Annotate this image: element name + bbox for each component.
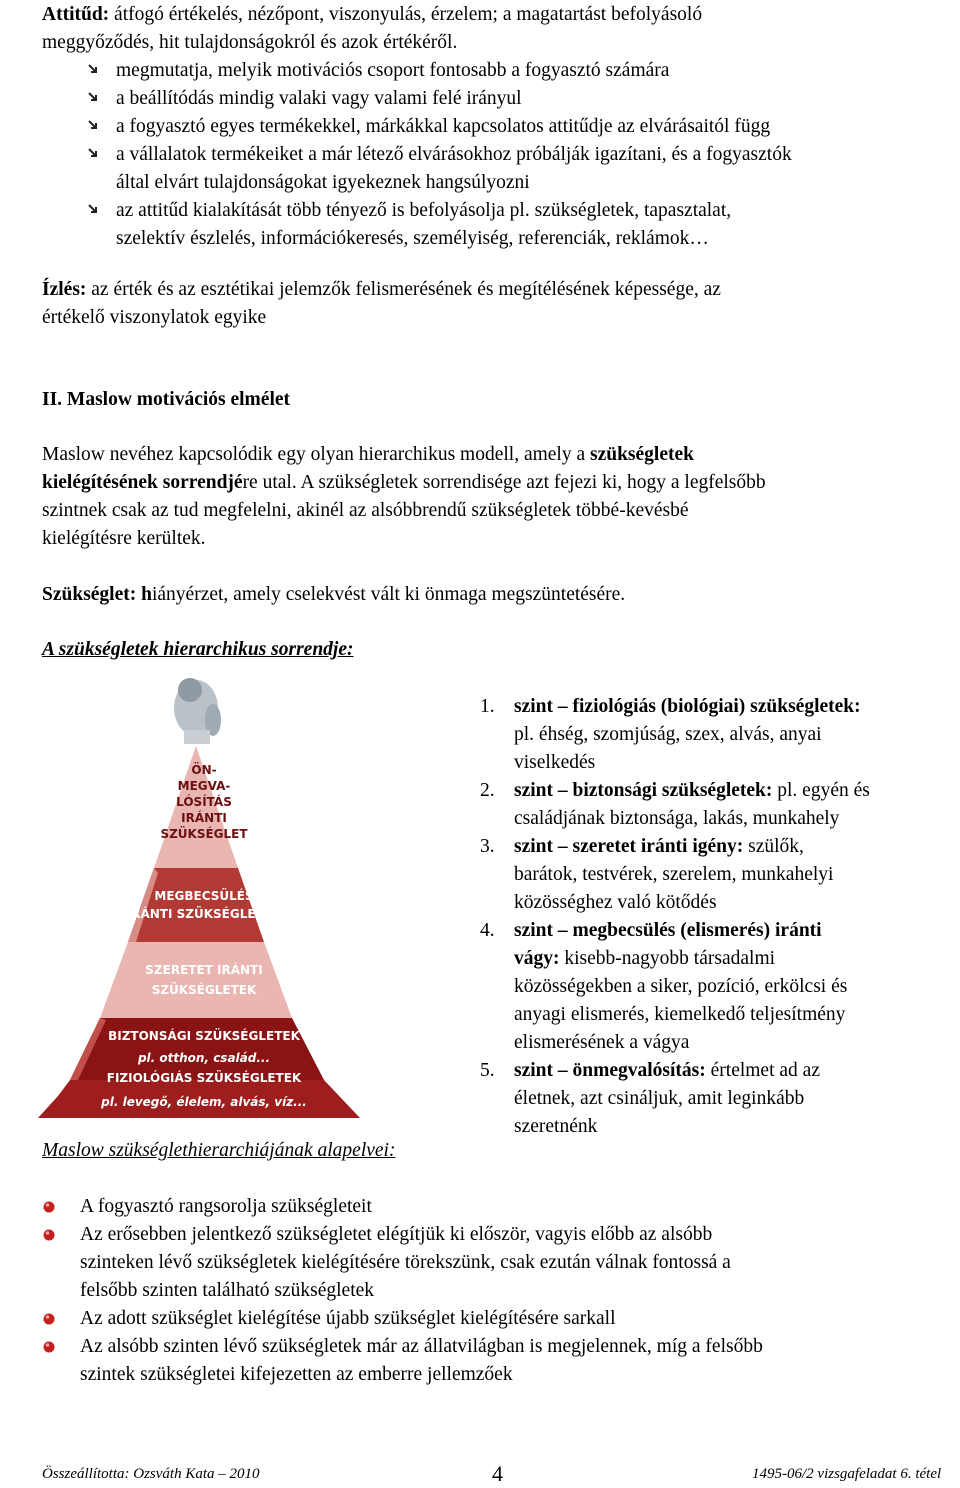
needs-level-item: [480, 1057, 950, 1141]
level-description-line: közösségekben a siker, pozíció, erkölcsi és: [514, 976, 848, 997]
maslow-pyramid: [8, 668, 378, 1124]
level-second-line: [514, 945, 950, 973]
principle-line: Az alsóbb szinten lévő szükségletek már az állatvilágban is megjelennek, míg a felsőbb: [80, 1336, 763, 1357]
level-description-line: közösséghez való kötődés: [514, 892, 717, 913]
attitud-bullet-line: által elvárt tulajdonságokat igyekeznek hangsúlyozni: [116, 172, 530, 193]
level-number: 3.: [480, 836, 495, 857]
arrow-down-right-icon: [86, 63, 100, 77]
pyramid-level-4: [128, 868, 264, 942]
maslow-intro-l2b: re utal. A szükségletek sorrendisége azt fejezi ki, hogy a legfelsőbb: [242, 472, 766, 493]
pyramid-label: IRÁNTI SZÜKSÉGLETEK: [126, 907, 282, 921]
attitud-bullet-line: szelektív észlelés, információkeresés, személyiség, referenciák, reklámok…: [116, 228, 709, 249]
principle-line: Az adott szükséglet kielégítése újabb szükséglet kielégítésére sarkall: [80, 1308, 616, 1329]
red-dot-bullet-icon: [42, 1228, 56, 1242]
needs-level-item: [480, 693, 950, 777]
izles-definition-line2: értékelő viszonylatok egyike: [42, 307, 267, 328]
level-first-line: [514, 917, 950, 945]
needs-level-item: [480, 833, 950, 917]
pyramid-label: SZÜKSÉGLETEK: [151, 983, 257, 997]
pyramid-label: ÖN-: [191, 763, 217, 777]
izles-definition-line1: az érték és az esztétikai jelemzők felismerésének és megítélésének képessége, az: [86, 279, 721, 300]
level-description-line: viselkedés: [514, 752, 596, 773]
attitud-definition: [42, 1, 922, 57]
level-description-line: anyagi elismerés, kiemelkedő teljesítmény: [514, 1004, 846, 1025]
needs-level-item: [480, 917, 950, 1057]
szukseglet-term: Szükséglet: h: [42, 584, 152, 605]
footer-exam-ref: 1495-06/2 vizsgafeladat 6. tétel: [752, 1466, 942, 1482]
pyramid-label: LÓSÍTÁS: [176, 795, 232, 809]
level-first-line: [514, 777, 950, 805]
level-number: 1.: [480, 696, 495, 717]
attitud-bullet-line: a fogyasztó egyes termékekkel, márkákkal kapcsolatos attitűdje az elvárásaitól függ: [116, 116, 771, 137]
arrow-down-right-icon: [86, 203, 100, 217]
izles-definition: [42, 276, 922, 332]
maslow-intro-l3: szintnek csak az tud megfelelni, akinél az alsóbbrendű szükségletek többé-kevésbé: [42, 500, 689, 521]
level-description: pl. egyén és: [772, 780, 870, 801]
level-first-line: [514, 1057, 950, 1085]
pyramid-label: IRÁNTI: [181, 811, 227, 825]
level-description-line: életnek, azt csináljuk, amit leginkább: [514, 1088, 805, 1109]
level-first-line: [514, 833, 950, 861]
level-title-cont: vágy:: [514, 948, 560, 969]
hierarchy-heading: A szükségletek hierarchikus sorrendje:: [42, 639, 354, 660]
pyramid-label: SZERETET IRÁNTI: [145, 963, 263, 977]
level-description: értelmet ad az: [705, 1060, 820, 1081]
maslow-intro: [42, 441, 922, 553]
principles-heading: Maslow szükséglethierarchiájának alapelvei:: [42, 1140, 396, 1161]
level-title: szint – fiziológiás (biológiai) szükségletek:: [514, 696, 861, 717]
principle-line: Az erősebben jelentkező szükségletet elégítjük ki először, vagyis előbb az alsóbb: [80, 1224, 713, 1245]
pyramid-label: FIZIOLÓGIÁS SZÜKSÉGLETEK: [106, 1071, 302, 1085]
footer-author: Összeállította: Ozsváth Kata – 2010: [42, 1466, 260, 1482]
thinker-figure-icon: [174, 678, 221, 744]
red-dot-bullet-icon: [42, 1200, 56, 1214]
level-number: 4.: [480, 920, 495, 941]
principle-item: [80, 1193, 900, 1221]
szukseglet-text: iányérzet, amely cselekvést vált ki önmaga megszüntetésére.: [151, 584, 626, 605]
principle-item: [80, 1305, 900, 1333]
attitud-term: Attitűd:: [42, 4, 110, 25]
level-first-line: [514, 693, 950, 721]
level-description-line: elismerésének a vágya: [514, 1032, 690, 1053]
level-description: szülők,: [743, 836, 804, 857]
izles-term: Ízlés:: [42, 279, 87, 300]
level-description: kisebb-nagyobb társadalmi: [559, 948, 776, 969]
level-title: szint – szeretet iránti igény:: [514, 836, 744, 857]
principle-item: [80, 1333, 900, 1389]
level-number: 5.: [480, 1060, 495, 1081]
level-title: szint – biztonsági szükségletek:: [514, 780, 773, 801]
attitud-bullet-line: az attitűd kialakítását több tényező is befolyásolja pl. szükségletek, tapasztalat,: [116, 200, 732, 221]
level-description-line: családjának biztonsága, lakás, munkahely: [514, 808, 840, 829]
pyramid-label: MEGBECSÜLÉS: [154, 889, 254, 903]
principle-line: szinteken lévő szükségletek kielégítésére törekszünk, csak ezután válnak fontossá a: [80, 1252, 731, 1273]
level-title: szint – önmegvalósítás:: [514, 1060, 706, 1081]
pyramid-label: pl. levegő, élelem, alvás, víz...: [101, 1095, 307, 1109]
attitud-bullet-line: a vállalatok termékeiket a már létező elvárásokhoz próbálják igazítani, és a fogyasztók: [116, 144, 792, 165]
arrow-down-right-icon: [86, 119, 100, 133]
maslow-intro-l4: kielégítésre kerültek.: [42, 528, 206, 549]
needs-levels-list: [480, 693, 950, 1141]
level-number: 2.: [480, 780, 495, 801]
szukseglet-definition: [42, 581, 922, 609]
attitud-bullet-line: megmutatja, melyik motivációs csoport fontosabb a fogyasztó számára: [116, 60, 670, 81]
attitud-bullet: [116, 57, 936, 85]
page-number: 4: [492, 1461, 503, 1486]
red-dot-bullet-icon: [42, 1312, 56, 1326]
principle-line: A fogyasztó rangsorolja szükségleteit: [80, 1196, 372, 1217]
pyramid-label: SZÜKSÉGLET: [160, 827, 248, 841]
pyramid-label: BIZTONSÁGI SZÜKSÉGLETEK: [108, 1029, 300, 1043]
attitud-bullet: [116, 141, 936, 197]
attitud-bullet: [116, 113, 936, 141]
red-dot-bullet-icon: [42, 1340, 56, 1354]
level-description-line: szeretnénk: [514, 1116, 598, 1137]
attitud-bullet-line: a beállítódás mindig valaki vagy valami felé irányul: [116, 88, 522, 109]
attitud-bullet: [116, 197, 936, 253]
attitud-definition-line1: átfogó értékelés, nézőpont, viszonyulás, érzelem; a magatartást befolyásoló: [109, 4, 703, 25]
pyramid-label: pl. otthon, család...: [137, 1051, 271, 1065]
level-description-line: pl. éhség, szomjúság, szex, alvás, anyai: [514, 724, 822, 745]
principle-line: felsőbb szinten található szükségletek: [80, 1280, 375, 1301]
arrow-down-right-icon: [86, 147, 100, 161]
pyramid-label: MEGVA-: [177, 779, 231, 793]
section-heading: II. Maslow motivációs elmélet: [42, 389, 291, 410]
pyramid-level-3: [100, 942, 292, 1018]
attitud-bullet: [116, 85, 936, 113]
needs-level-item: [480, 777, 950, 833]
arrow-down-right-icon: [86, 91, 100, 105]
principle-item: [80, 1221, 900, 1305]
level-description-line: barátok, testvérek, szerelem, munkahelyi: [514, 864, 834, 885]
attitud-definition-line2: meggyőződés, hit tulajdonságokról és azok értékéről.: [42, 32, 458, 53]
maslow-intro-l1b: szükségletek: [590, 444, 694, 465]
principle-line: szintek szükségletei kifejezetten az emberre jellemzőek: [80, 1364, 513, 1385]
maslow-intro-l1a: Maslow nevéhez kapcsolódik egy olyan hierarchikus modell, amely a: [42, 444, 590, 465]
level-title: szint – megbecsülés (elismerés) iránti: [514, 920, 822, 941]
maslow-intro-l2a: kielégítésének sorrendjé: [42, 472, 243, 493]
